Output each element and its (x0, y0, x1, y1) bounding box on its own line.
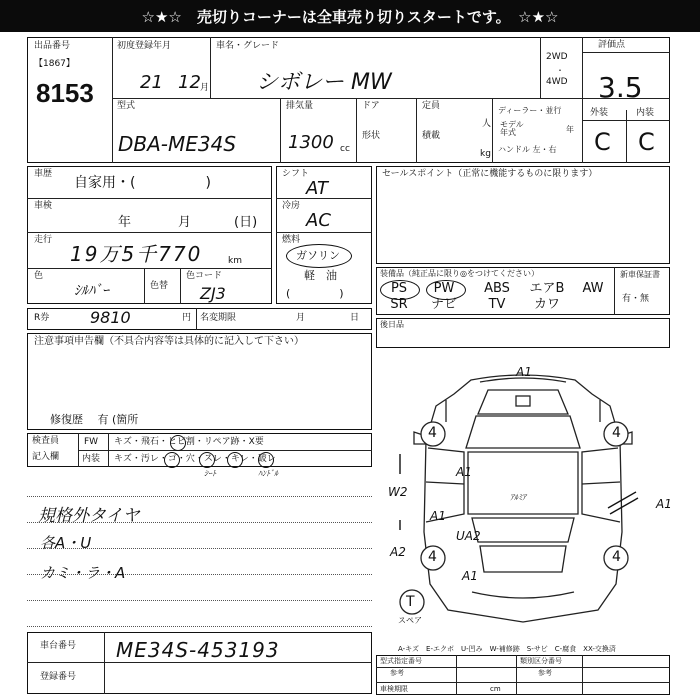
exterior-label: 外装 (590, 108, 609, 118)
post-entry-box (376, 318, 670, 348)
car-name-value: シボレー MW (256, 70, 392, 95)
recycle-unit: 円 (182, 313, 192, 323)
capacity-label: 定員 (422, 101, 441, 111)
recycle-value: 9810 (90, 308, 131, 327)
door-label: ドア (362, 101, 380, 111)
plate-expiry: 車検期限 (380, 685, 408, 693)
notes-label: 注意事項申告欄（不具合内容等は具体的に記入して下さい） (34, 336, 304, 347)
history-value: 自家用・( ) (74, 175, 211, 191)
mileage-value: 19万5千770 (70, 242, 203, 266)
equip-navi: ナビ (430, 297, 457, 312)
shaken-month: 月 (178, 215, 192, 230)
plate-class-label: 類別区分番号 (520, 657, 562, 665)
shift-value: AT (306, 178, 328, 199)
inspector-label-1: 検査員 (32, 436, 60, 446)
lot-sub: 【1867】 (34, 59, 75, 69)
drive-2wd: 2WD (546, 52, 568, 62)
color-code-value: ZJ3 (200, 284, 226, 303)
fuel-label: 燃料 (282, 235, 301, 245)
mileage-unit: km (228, 256, 242, 266)
header-banner: ☆★☆ 売切りコーナーは全車売り切りスタートです。 ☆★☆ (0, 0, 700, 32)
note-line-2: 各A・U (40, 534, 92, 552)
equipment-label: 装備品（純正品に限り◎をつけてください） (380, 269, 539, 278)
mileage-label: 走行 (34, 235, 53, 245)
sales-point-box (376, 166, 670, 264)
name-change-month: 月 (296, 313, 306, 323)
mark-roof: ｱﾙﾐｱ (510, 493, 526, 502)
equip-leather: カワ (533, 297, 560, 312)
int-stain-circle (164, 452, 180, 468)
color-label: 色 (34, 271, 44, 281)
fuel-value: ガソリン (296, 249, 340, 262)
new-warranty-label: 新車保証書 (620, 270, 660, 279)
note-line-1: 規格外タイヤ (38, 506, 140, 526)
first-reg-month: 12 (178, 72, 201, 93)
shaken-label: 車検 (34, 201, 53, 211)
fw-chip-circle (170, 435, 186, 451)
lot-number: 8153 (36, 78, 94, 108)
equip-airbag: エアB (529, 281, 565, 296)
sales-point-label: セールスポイント（正常に機能するものに限ります） (382, 169, 598, 179)
load-label: 積載 (422, 131, 441, 141)
tire-fl: 4 (428, 425, 437, 441)
inspector-label-2: 記入欄 (32, 452, 60, 462)
equip-aw: AW (582, 281, 604, 296)
post-entry-label: 後日品 (380, 320, 404, 329)
displacement-label: 排気量 (286, 101, 314, 111)
interior-grade: C (638, 128, 655, 156)
mark-left-rear-door: A1 (430, 509, 446, 523)
exterior-grade: C (594, 128, 611, 156)
mark-right-door: A1 (656, 497, 672, 511)
int-items: キズ・汚レ・ゴ・穴・スレ・キレ・破レ (114, 454, 276, 464)
first-reg-label: 初度登録年月 (117, 41, 172, 51)
fuel-other: ( ) (286, 287, 348, 300)
new-warranty-value: 有・無 (622, 294, 650, 304)
first-reg-month-unit: 月 (200, 83, 210, 93)
shift-label: シフト (282, 169, 310, 179)
shape-label: 形状 (362, 131, 381, 141)
handle-label: ハンドル 左・右 (498, 145, 557, 154)
ac-label: 冷房 (282, 201, 301, 211)
repair-history: 修復歴 有 (箇所 (50, 413, 139, 426)
fuel-diesel: 軽 油 (304, 269, 337, 282)
mark-rear: A1 (462, 569, 478, 583)
equip-pw: PW (433, 281, 455, 296)
plate-ref: 参考 (390, 669, 404, 677)
shaken-day: (日) (234, 215, 258, 230)
model-label: 型式 (117, 101, 136, 111)
note-line-3: カミ・ラ・A (40, 564, 126, 582)
name-change-label: 名変期限 (200, 313, 237, 323)
recycle-label: R券 (34, 313, 50, 323)
model-value: DBA-ME34S (118, 132, 237, 156)
history-label: 車歴 (34, 169, 53, 179)
model-year-label: モデル年式 (500, 120, 524, 137)
color-value: ｼﾙﾊﾞｰ (74, 283, 109, 299)
int-go-circle (199, 452, 215, 468)
load-unit: kg (480, 149, 491, 159)
car-name-label: 車名・グレード (216, 41, 280, 51)
capacity-unit: 人 (482, 119, 492, 129)
tire-fr: 4 (612, 425, 621, 441)
plate-type-label: 型式指定番号 (380, 657, 422, 665)
interior-label: 内装 (636, 108, 655, 118)
name-change-day: 日 (350, 313, 360, 323)
tire-rl: 4 (428, 549, 437, 565)
displacement-unit: cc (340, 144, 350, 154)
displacement-value: 1300 (288, 132, 334, 153)
equip-abs: ABS (484, 281, 510, 296)
chassis-label: 車台番号 (40, 641, 77, 651)
mark-left-rear: A2 (390, 545, 406, 559)
int-label: 内装 (82, 454, 101, 464)
fw-label: FW (84, 437, 99, 447)
mark-front: A1 (516, 365, 532, 379)
tire-rr: 4 (612, 549, 621, 565)
chassis-value: ME34S-453193 (116, 638, 280, 662)
first-reg-year: 21 (140, 72, 163, 93)
spare-mark: T (406, 594, 415, 610)
color-code-label: 色コード (186, 271, 223, 281)
color-change-label: 色替 (150, 281, 169, 291)
damage-legend: A-キズ E-エクボ U-凹み W-補修跡 S-サビ C-腐食 XX-交換済 (398, 645, 616, 653)
shaken-year: 年 (118, 215, 132, 230)
mark-left-quarter: UA2 (456, 529, 481, 543)
ac-value: AC (306, 210, 331, 231)
plate-ref-2: 参考 (538, 669, 552, 677)
equip-ps: PS (390, 281, 408, 296)
mark-left-side: W2 (388, 485, 408, 499)
registration-label: 登録番号 (40, 672, 77, 682)
equip-sr: SR (390, 297, 408, 312)
int-annotation-seat: ｼｰﾄ (204, 469, 216, 478)
score-value: 3.5 (598, 71, 643, 104)
int-wear-circle (258, 452, 274, 468)
int-hole-circle (227, 452, 243, 468)
dealer-label: ディーラー・並行 (498, 106, 562, 115)
mark-left-door: A1 (456, 465, 472, 479)
plate-cm: cm (490, 685, 501, 693)
fw-items: キズ・飛石・ヒビ割・リペア跡・X要 (114, 437, 264, 447)
year-unit: 年 (566, 125, 574, 134)
equip-tv: TV (488, 297, 506, 312)
lot-label: 出品番号 (34, 41, 71, 51)
score-label: 評価点 (598, 40, 626, 50)
int-annotation-handle: ﾊﾝﾄﾞﾙ (258, 469, 278, 478)
spare-label: スペア (398, 616, 422, 625)
drive-4wd: 4WD (546, 77, 568, 87)
